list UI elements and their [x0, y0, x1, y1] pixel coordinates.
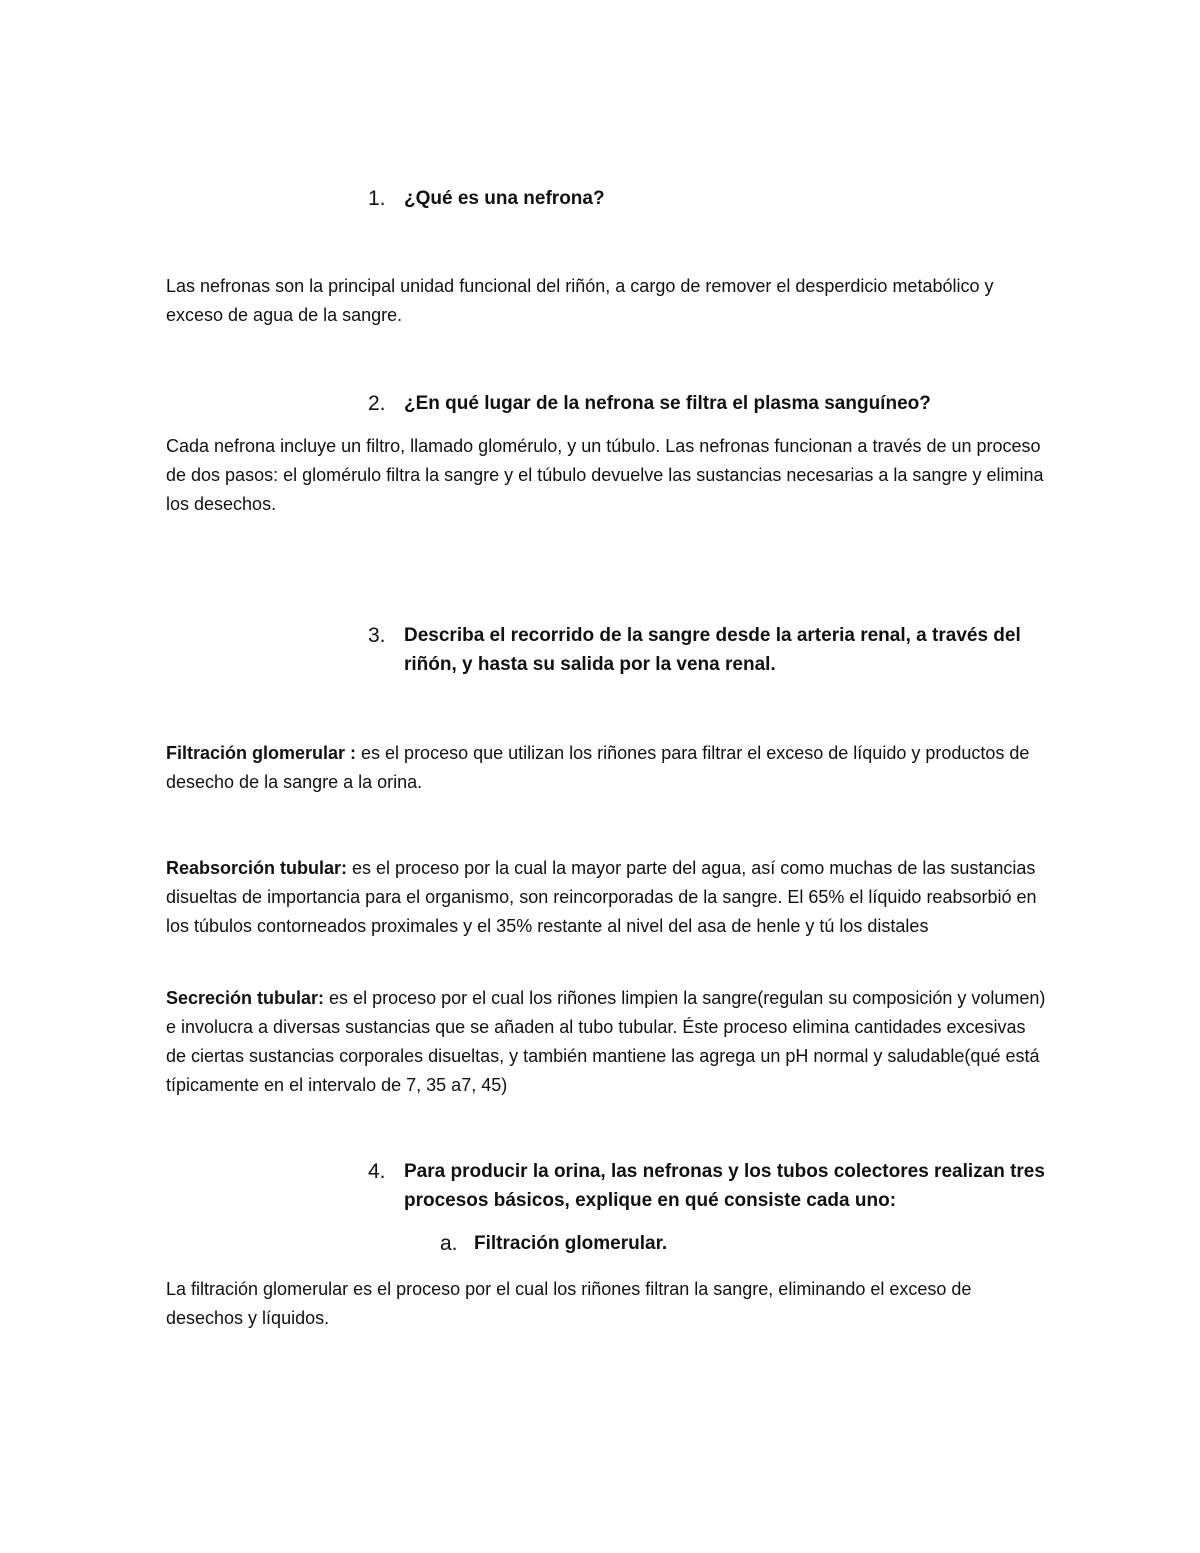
- subquestion-a: [440, 1229, 1040, 1258]
- definition-filtracion: es el proceso que utilizan los riñones para filtrar el exceso de líquido y productos de desecho de la sangre a la orina.: [166, 743, 1030, 792]
- question-3: [368, 621, 1048, 679]
- answer-secrecion: [166, 984, 1046, 1100]
- question-text: Describa el recorrido de la sangre desde la arteria renal, a través del riñón, y hasta su salida por la vena renal.: [404, 625, 1021, 675]
- question-text: ¿Qué es una nefrona?: [404, 188, 605, 209]
- answer-reabsorcion: [166, 854, 1046, 941]
- question-number: 4.: [368, 1160, 386, 1183]
- question-1: [368, 184, 1048, 213]
- question-text: Para producir la orina, las nefronas y los tubos colectores realizan tres procesos básicos, explique en qué consiste cada uno:: [404, 1161, 1045, 1211]
- definition-reabsorcion: es el proceso por la cual la mayor parte del agua, así como muchas de las sustancias disueltas de importancia para el organismo, son reincorporadas de la sangre. El 65% el líquido reabsorbió en los túbulos contorneados proximales y el 35% restante al nivel del asa de henle y tú los distales: [166, 858, 1037, 936]
- term-secrecion: Secreción tubular:: [166, 988, 325, 1008]
- answer-4a: La filtración glomerular es el proceso por el cual los riñones filtran la sangre, eliminando el exceso de desechos y líquidos.: [166, 1279, 972, 1328]
- question-4: [368, 1157, 1048, 1215]
- question-2: [368, 389, 1048, 418]
- answer-2: Cada nefrona incluye un filtro, llamado glomérulo, y un túbulo. Las nefronas funcionan a través de un proceso de dos pasos: el glomérulo filtra la sangre y el túbulo devuelve las sustancias necesarias a la sangre y elimina los desechos.: [166, 436, 1044, 514]
- subquestion-text: Filtración glomerular.: [474, 1233, 668, 1254]
- question-text: ¿En qué lugar de la nefrona se filtra el plasma sanguíneo?: [404, 393, 931, 414]
- subquestion-letter: a.: [440, 1232, 458, 1255]
- answer-filtracion: [166, 739, 1046, 797]
- definition-secrecion: es el proceso por el cual los riñones limpien la sangre(regulan su composición y volumen) e involucra a diversas sustancias que se añaden al tubo tubular. Éste proceso elimina cantidades excesivas de ciertas sustancias corporales disueltas, y también mantiene las agrega un pH normal y saludable(qué está típicamente en el intervalo de 7, 35 a7, 45): [166, 988, 1046, 1095]
- answer-1: Las nefronas son la principal unidad funcional del riñón, a cargo de remover el desperdicio metabólico y exceso de agua de la sangre.: [166, 276, 994, 325]
- question-number: 2.: [368, 392, 386, 415]
- question-number: 3.: [368, 624, 386, 647]
- term-filtracion: Filtración glomerular :: [166, 743, 357, 763]
- question-number: 1.: [368, 187, 386, 210]
- term-reabsorcion: Reabsorción tubular:: [166, 858, 348, 878]
